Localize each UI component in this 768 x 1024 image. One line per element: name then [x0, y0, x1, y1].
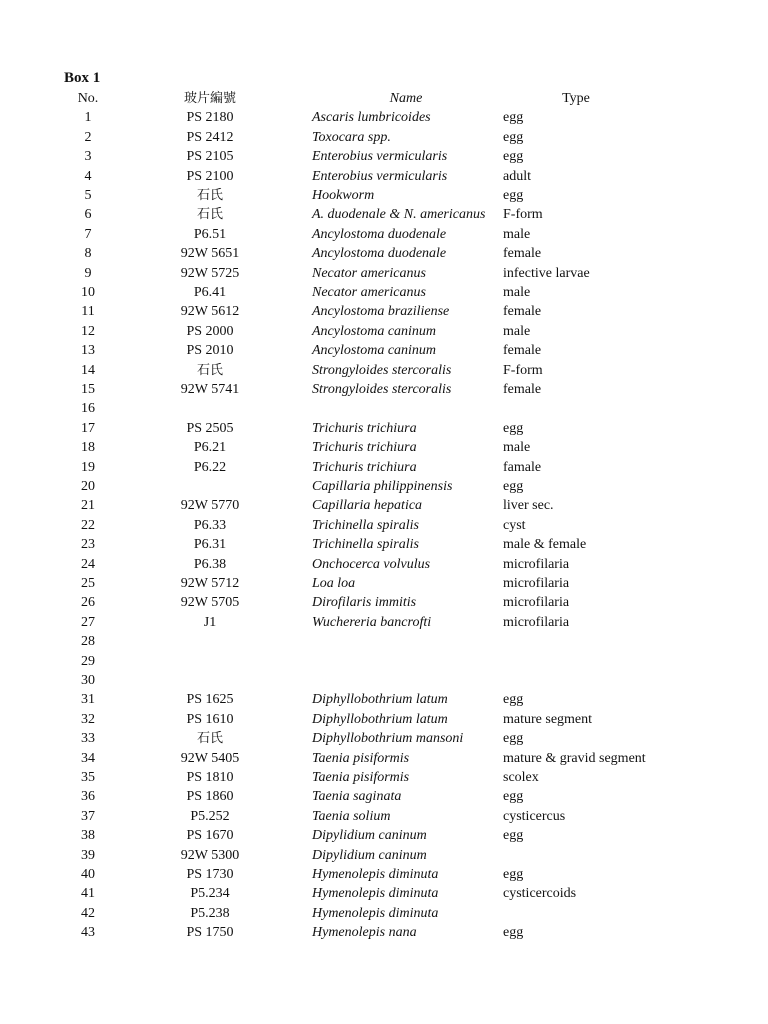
row-name: Dipylidium caninum: [312, 847, 427, 863]
row-slide-id: PS 2412: [186, 129, 234, 145]
row-slide-id: PS 2010: [186, 343, 234, 359]
table-row: [0, 264, 768, 283]
row-slide-id: P5.252: [190, 808, 230, 824]
row-name: Trichuris trichiura: [312, 440, 417, 456]
row-slide-id: 92W 5612: [180, 304, 240, 320]
row-type: male: [503, 285, 531, 300]
row-name: Ancylostoma braziliense: [312, 304, 450, 320]
row-slide-id: 92W 5651: [180, 246, 240, 262]
row-no: 31: [81, 692, 95, 708]
table-row: [0, 574, 768, 593]
row-slide-id: PS 1610: [186, 711, 234, 727]
row-no: 35: [81, 770, 95, 785]
row-no: 24: [81, 556, 95, 572]
row-slide-id: P6.38: [193, 556, 227, 572]
table-row: [0, 613, 768, 632]
row-name: Dirofilaris immitis: [312, 595, 417, 611]
table-row: [0, 923, 768, 942]
row-slide-id: PS 2105: [186, 149, 234, 165]
row-name: Necator americanus: [312, 285, 426, 300]
table-row: [0, 690, 768, 709]
row-no: 36: [81, 789, 95, 805]
row-type: egg: [503, 149, 524, 165]
row-slide-id: P6.22: [193, 459, 227, 475]
row-no: 33: [81, 731, 95, 747]
row-no: 40: [81, 867, 95, 882]
row-type: egg: [503, 110, 524, 126]
row-slide-id: P5.238: [190, 905, 230, 921]
row-type: microfilaria: [503, 614, 570, 630]
row-no: 38: [81, 828, 95, 844]
row-no: 37: [81, 808, 95, 824]
row-type: egg: [503, 731, 524, 747]
row-no: 34: [81, 750, 95, 766]
row-no: 10: [81, 285, 95, 300]
row-type: microfilaria: [503, 595, 570, 611]
row-no: 1: [84, 110, 92, 126]
row-no: 5: [84, 188, 92, 203]
table-row: [0, 147, 768, 166]
table-row: [0, 302, 768, 321]
row-slide-id: 92W 5300: [180, 847, 240, 863]
table-row: [0, 865, 768, 884]
row-slide-id: PS 1860: [186, 789, 234, 805]
row-slide-id: 石氏: [196, 207, 223, 223]
row-type: male: [503, 226, 531, 242]
row-type: egg: [503, 867, 524, 882]
table-row: [0, 768, 768, 787]
row-name: Taenia pisiformis: [312, 770, 410, 785]
row-no: 13: [81, 343, 95, 359]
row-slide-id: 石氏: [196, 188, 223, 203]
row-type: microfilaria: [503, 556, 570, 572]
row-slide-id: PS 2000: [186, 323, 234, 339]
header-slide-id: 玻片編號: [183, 91, 236, 106]
row-type: egg: [503, 420, 524, 436]
table-row: [0, 361, 768, 380]
row-name: Wuchereria bancrofti: [312, 614, 432, 630]
row-no: 12: [81, 323, 95, 339]
row-type: famale: [503, 459, 542, 475]
row-no: 14: [81, 362, 95, 378]
row-no: 30: [81, 673, 95, 688]
table-row: [0, 516, 768, 535]
table-row: [0, 884, 768, 903]
table-row: [0, 535, 768, 554]
row-no: 22: [81, 517, 95, 533]
row-slide-id: 92W 5712: [180, 576, 240, 591]
row-type: egg: [503, 129, 524, 145]
row-type: scolex: [503, 770, 539, 785]
row-name: Onchocerca volvulus: [312, 556, 431, 572]
row-name: Hookworm: [312, 188, 375, 203]
table-row: [0, 322, 768, 341]
row-name: Strongyloides stercoralis: [312, 382, 452, 397]
row-type: egg: [503, 828, 524, 844]
row-slide-id: 92W 5705: [180, 595, 240, 611]
row-type: egg: [503, 789, 524, 805]
row-slide-id: 石氏: [196, 362, 223, 378]
row-no: 41: [81, 886, 95, 902]
row-type: male: [503, 323, 531, 339]
row-type: egg: [503, 692, 524, 708]
row-no: 9: [84, 265, 92, 281]
table-row: [0, 593, 768, 612]
row-type: female: [503, 382, 542, 397]
row-no: 39: [81, 847, 95, 863]
row-type: cysticercus: [503, 808, 566, 824]
row-no: 7: [84, 226, 92, 242]
header-no: No.: [77, 91, 99, 106]
row-no: 11: [81, 304, 95, 320]
row-name: A. duodenale & N. americanus: [312, 207, 486, 223]
row-slide-id: 92W 5770: [180, 498, 240, 514]
table-row: [0, 108, 768, 127]
table-row: [0, 283, 768, 302]
row-name: Diphyllobothrium latum: [312, 711, 448, 727]
row-name: Necator americanus: [312, 265, 426, 281]
row-type: male & female: [503, 537, 587, 553]
table-row: [0, 826, 768, 845]
row-slide-id: 92W 5405: [180, 750, 240, 766]
row-name: Hymenolepis diminuta: [312, 905, 439, 921]
row-slide-id: 92W 5725: [180, 265, 240, 281]
row-no: 16: [81, 401, 95, 417]
box-title: Box 1: [64, 70, 101, 86]
row-name: Strongyloides stercoralis: [312, 362, 452, 378]
row-name: Trichinella spiralis: [312, 517, 419, 533]
row-slide-id: PS 2180: [186, 110, 234, 126]
table-row: [0, 458, 768, 477]
row-no: 4: [84, 168, 92, 184]
row-no: 18: [81, 440, 95, 456]
table-row: [0, 807, 768, 826]
row-no: 6: [84, 207, 92, 223]
row-slide-id: PS 1810: [186, 770, 234, 785]
row-type: female: [503, 246, 542, 262]
row-name: Loa loa: [312, 576, 356, 591]
row-name: Ancylostoma caninum: [312, 343, 437, 359]
row-name: Ancylostoma duodenale: [312, 246, 447, 262]
row-slide-id: 92W 5741: [180, 382, 240, 397]
table-row: [0, 671, 768, 690]
row-name: Hymenolepis diminuta: [312, 867, 439, 882]
row-no: 23: [81, 537, 95, 553]
row-name: Hymenolepis diminuta: [312, 886, 439, 902]
row-type: mature & gravid segment: [503, 750, 646, 766]
row-no: 15: [81, 382, 95, 397]
row-name: Capillaria philippinensis: [312, 479, 453, 494]
row-slide-id: P6.51: [193, 226, 227, 242]
header-type: Type: [562, 91, 590, 106]
table-header: [0, 89, 768, 108]
row-type: mature segment: [503, 711, 593, 727]
row-name: Taenia solium: [312, 808, 391, 824]
row-name: Enterobius vermicularis: [312, 149, 448, 165]
table-row: [0, 380, 768, 399]
row-name: Diphyllobothrium latum: [312, 692, 448, 708]
row-name: Ancylostoma duodenale: [312, 226, 447, 242]
row-no: 32: [81, 711, 95, 727]
table-row: [0, 128, 768, 147]
row-no: 20: [81, 479, 95, 494]
row-slide-id: P6.21: [193, 440, 227, 456]
header-name: Name: [389, 91, 423, 106]
table-row: [0, 904, 768, 923]
row-slide-id: PS 1625: [186, 692, 234, 708]
row-name: Ancylostoma caninum: [312, 323, 437, 339]
table-row: [0, 419, 768, 438]
row-name: Trichuris trichiura: [312, 420, 417, 436]
row-no: 29: [81, 653, 95, 669]
row-no: 8: [84, 246, 92, 262]
row-type: microfilaria: [503, 576, 570, 591]
table-row: [0, 186, 768, 205]
row-no: 19: [81, 459, 95, 475]
row-name: Trichuris trichiura: [312, 459, 417, 475]
row-name: Diphyllobothrium mansoni: [312, 731, 464, 747]
row-no: 2: [84, 129, 92, 145]
row-slide-id: PS 1670: [186, 828, 234, 844]
row-no: 27: [81, 614, 95, 630]
row-type: cysticercoids: [503, 886, 577, 902]
row-name: Dipylidium caninum: [312, 828, 427, 844]
row-slide-id: PS 1730: [186, 867, 234, 882]
table-row: [0, 555, 768, 574]
row-no: 26: [81, 595, 95, 611]
row-name: Enterobius vermicularis: [312, 168, 448, 184]
table-row: [0, 652, 768, 671]
table-row: [0, 632, 768, 651]
row-name: Capillaria hepatica: [312, 498, 423, 514]
table-row: [0, 846, 768, 865]
table-row: [0, 749, 768, 768]
row-type: male: [503, 440, 531, 456]
row-slide-id: J1: [203, 614, 217, 630]
row-type: egg: [503, 925, 524, 941]
row-type: liver sec.: [503, 498, 554, 514]
table-row: [0, 710, 768, 729]
table-row: [0, 167, 768, 186]
row-type: egg: [503, 188, 524, 203]
row-name: Toxocara spp.: [312, 129, 391, 145]
row-type: adult: [503, 168, 531, 184]
row-type: infective larvae: [503, 265, 590, 281]
table-row: [0, 477, 768, 496]
table-row: [0, 341, 768, 360]
row-type: cyst: [503, 517, 526, 533]
row-slide-id: PS 2100: [186, 168, 234, 184]
table-row: [0, 496, 768, 515]
row-type: F-form: [503, 362, 543, 378]
row-slide-id: P6.33: [193, 517, 227, 533]
row-slide-id: P6.41: [193, 285, 227, 300]
row-name: Hymenolepis nana: [312, 925, 417, 941]
row-type: female: [503, 343, 542, 359]
table-row: [0, 438, 768, 457]
table-row: [0, 787, 768, 806]
row-slide-id: P6.31: [193, 537, 227, 553]
row-no: 42: [81, 905, 95, 921]
table-row: [0, 244, 768, 263]
row-slide-id: PS 1750: [186, 925, 234, 941]
row-no: 17: [81, 420, 95, 436]
row-type: egg: [503, 479, 524, 494]
row-name: Trichinella spiralis: [312, 537, 419, 553]
row-name: Ascaris lumbricoides: [312, 110, 431, 126]
row-no: 21: [81, 498, 95, 514]
row-no: 3: [84, 149, 92, 165]
row-type: F-form: [503, 207, 543, 223]
row-no: 25: [81, 576, 95, 591]
table-row: [0, 399, 768, 418]
table-row: [0, 729, 768, 748]
row-no: 43: [81, 925, 95, 941]
row-no: 28: [81, 634, 95, 650]
row-name: Taenia saginata: [312, 789, 402, 805]
row-slide-id: 石氏: [196, 731, 223, 747]
row-slide-id: PS 2505: [186, 420, 234, 436]
table-row: [0, 225, 768, 244]
row-type: female: [503, 304, 542, 320]
table-row: [0, 205, 768, 224]
row-slide-id: P5.234: [190, 886, 230, 902]
row-name: Taenia pisiformis: [312, 750, 410, 766]
